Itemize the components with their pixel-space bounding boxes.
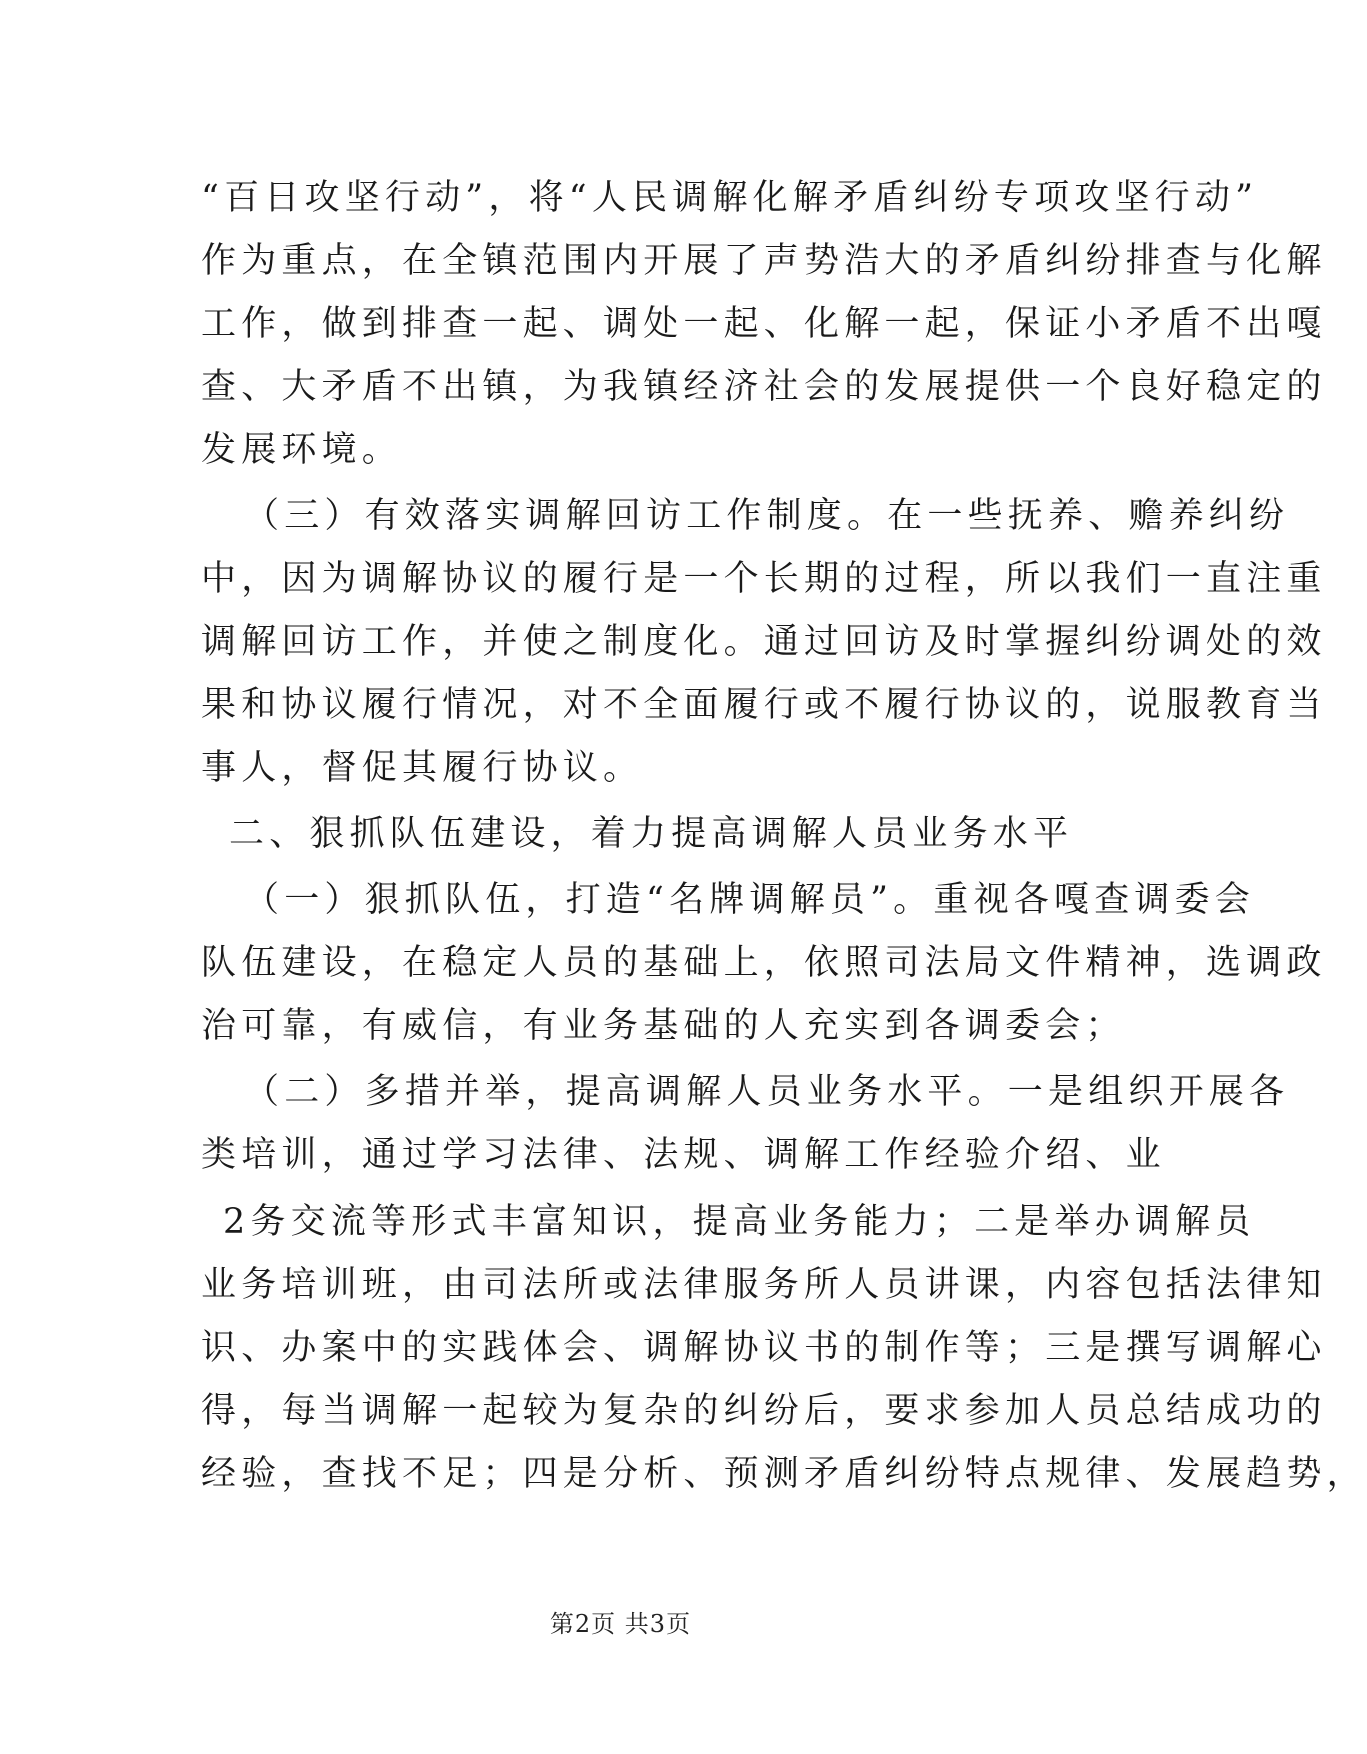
body-text-line: 作为重点，在全镇范围内开展了声势浩大的矛盾纠纷排查与化解	[201, 241, 1327, 281]
body-text-line: 业务培训班，由司法所或法律服务所人员讲课，内容包括法律知	[201, 1265, 1327, 1305]
body-text-line: 识、办案中的实践体会、调解协议书的制作等；三是撰写调解心	[201, 1328, 1327, 1368]
body-text-line: 调解回访工作，并使之制度化。通过回访及时掌握纠纷调处的效	[201, 622, 1327, 662]
body-text-line: 2务交流等形式丰富知识，提高业务能力；二是举办调解员	[223, 1202, 1256, 1242]
body-text-line: 查、大矛盾不出镇，为我镇经济社会的发展提供一个良好稳定的	[201, 367, 1327, 407]
body-text-line: 事人，督促其履行协议。	[201, 748, 644, 788]
section-heading: （一）狠抓队伍，打造“名牌调解员”。重视各嘎查调委会	[244, 880, 1255, 920]
body-text-line: 中，因为调解协议的履行是一个长期的过程，所以我们一直注重	[201, 559, 1327, 599]
body-text-line: 治可靠，有威信，有业务基础的人充实到各调委会；	[201, 1006, 1126, 1046]
page-footer: 第2页 共3页	[549, 1610, 692, 1638]
section-heading: （二）多措并举，提高调解人员业务水平。一是组织开展各	[244, 1072, 1290, 1112]
section-heading: （三）有效落实调解回访工作制度。在一些抚养、赡养纠纷	[244, 496, 1290, 536]
body-text-line: 经验，查找不足；四是分析、预测矛盾纠纷特点规律、发展趋势，	[201, 1454, 1367, 1494]
body-text-line: 发展环境。	[201, 430, 403, 470]
body-text-line: “百日攻坚行动”，将“人民调解化解矛盾纠纷专项攻坚行动”	[201, 178, 1259, 218]
chapter-heading: 二、狠抓队伍建设，着力提高调解人员业务水平	[229, 814, 1074, 854]
body-text-line: 工作，做到排查一起、调处一起、化解一起，保证小矛盾不出嘎	[201, 304, 1327, 344]
body-text-line: 队伍建设，在稳定人员的基础上，依照司法局文件精神，选调政	[201, 943, 1327, 983]
body-text-line: 类培训，通过学习法律、法规、调解工作经验介绍、业	[201, 1135, 1166, 1175]
body-text-line: 得，每当调解一起较为复杂的纠纷后，要求参加人员总结成功的	[201, 1391, 1327, 1431]
body-text-line: 果和协议履行情况，对不全面履行或不履行协议的，说服教育当	[201, 685, 1327, 725]
